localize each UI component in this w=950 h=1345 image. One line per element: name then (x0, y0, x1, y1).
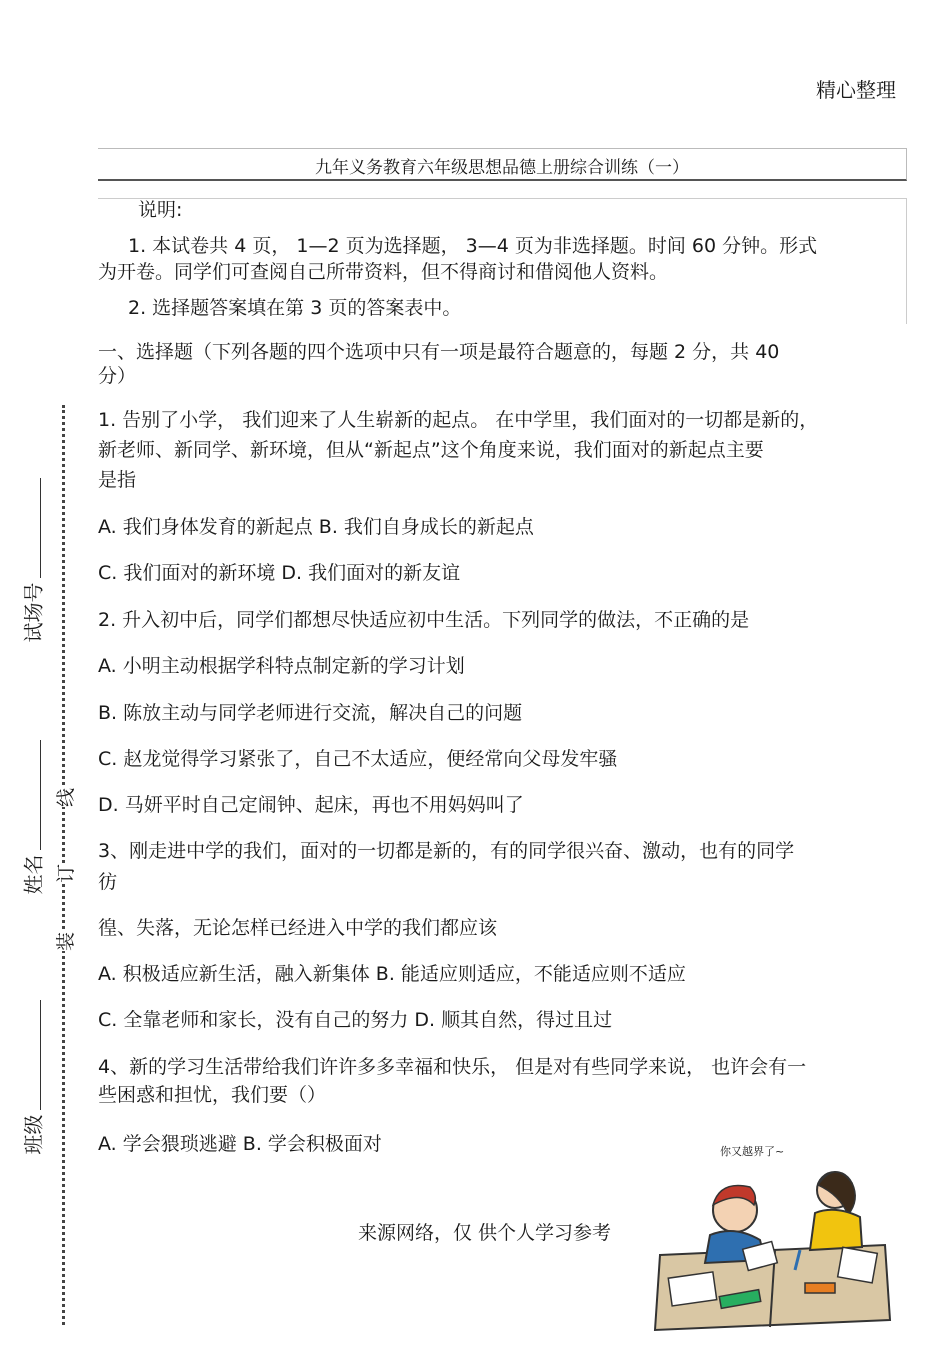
name-underline (40, 740, 41, 850)
exam-room-underline (40, 478, 41, 578)
line-char: 线 (51, 788, 78, 807)
q3-stem-line2: 彷 (98, 871, 118, 893)
section1-heading: 一、选择题（下列各题的四个选项中只有一项是最符合题意的，每题 2 分，共 40 (98, 341, 780, 363)
class-label[interactable]: 班级 (21, 1114, 46, 1155)
notes-heading: 说明: (138, 199, 183, 221)
notes-line1a: 1. 本试卷共 4 页， 1—2 页为选择题， 3—4 页为非选择题。时间 60 分钟。形式 (128, 235, 818, 257)
q2-option-c: C. 赵龙觉得学习紧张了，自己不太适应，便经常向父母发牢骚 (98, 748, 618, 770)
q3-options-ab: A. 积极适应新生活，融入新集体 B. 能适应则适应，不能适应则不适应 (98, 963, 686, 985)
q1-options-ab: A. 我们身体发育的新起点 B. 我们自身成长的新起点 (98, 516, 534, 538)
name-label[interactable]: 姓名 (21, 854, 46, 895)
q4-stem-line1: 4、新的学习生活带给我们许许多多幸福和快乐， 但是对有些同学来说， 也许会有一 (98, 1056, 807, 1078)
q2-stem: 2. 升入初中后，同学们都想尽快适应初中生活。下列同学的做法，不正确的是 (98, 609, 750, 631)
q1-stem-line1: 1. 告别了小学， 我们迎来了人生崭新的起点。 在中学里，我们面对的一切都是新的， (98, 409, 819, 431)
q1-options-cd: C. 我们面对的新环境 D. 我们面对的新友谊 (98, 562, 461, 584)
q2-option-a: A. 小明主动根据学科特点制定新的学习计划 (98, 655, 465, 677)
q4-options-ab: A. 学会猥琐逃避 B. 学会积极面对 (98, 1133, 382, 1155)
exam-title: 九年义务教育六年级思想品德上册综合训练（一） (315, 158, 689, 178)
exam-room-label[interactable]: 试场号 (21, 582, 46, 643)
q2-option-b: B. 陈放主动与同学老师进行交流，解决自己的问题 (98, 702, 523, 724)
q3-stem-line3: 徨、失落，无论怎样已经进入中学的我们都应该 (98, 917, 498, 939)
q3-options-cd: C. 全靠老师和家长，没有自己的努力 D. 顺其自然，得过且过 (98, 1009, 613, 1031)
q2-option-d: D. 马妍平时自己定闹钟、起床，再也不用妈妈叫了 (98, 794, 524, 816)
notes-line2: 2. 选择题答案填在第 3 页的答案表中。 (128, 297, 462, 319)
q3-stem-line1: 3、刚走进中学的我们，面对的一切都是新的，有的同学很兴奋、激动，也有的同学 (98, 840, 795, 862)
footer-source: 来源网络，仅 供个人学习参考 (358, 1222, 612, 1244)
study-cartoon (650, 1135, 900, 1335)
notes-line1b: 为开卷。同学们可查阅自己所带资料，但不得商讨和借阅他人资料。 (98, 261, 669, 283)
title-box (98, 148, 907, 181)
staple-char: 订 (51, 864, 78, 883)
bind-char: 装 (51, 932, 78, 951)
corner-note: 精心整理 (816, 78, 896, 102)
section1-heading-cont: 分） (98, 365, 137, 387)
q1-stem-line3: 是指 (98, 469, 137, 491)
q4-stem-line2: 些困惑和担忧，我们要（） (98, 1084, 327, 1106)
cartoon-speech: 你又越界了~ (720, 1145, 785, 1158)
q1-stem-line2: 新老师、新同学、新环境，但从“新起点”这个角度来说，我们面对的新起点主要 (98, 439, 764, 461)
class-underline (40, 1000, 41, 1110)
